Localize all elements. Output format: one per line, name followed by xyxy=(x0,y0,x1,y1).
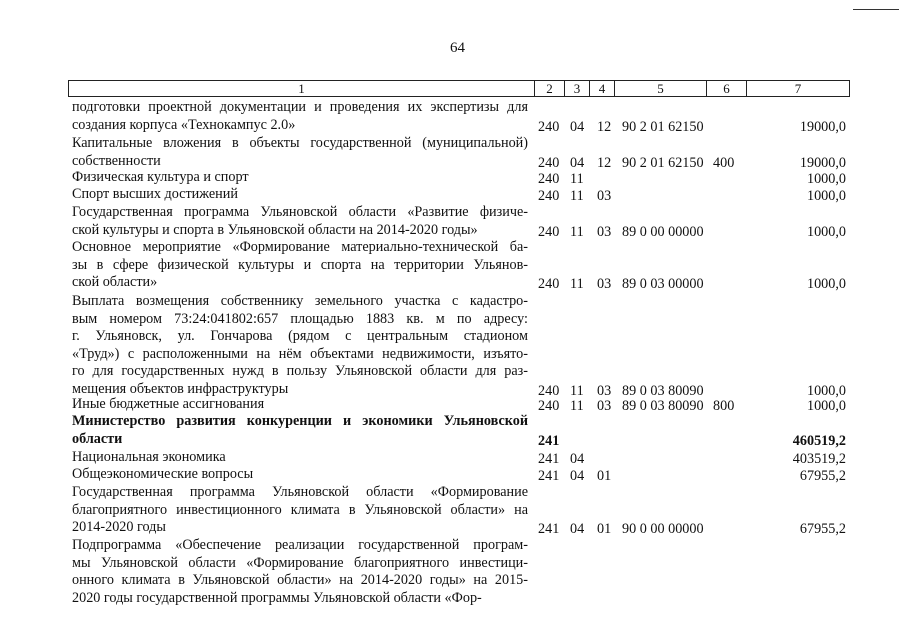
cell-col-7: 1000,0 xyxy=(806,171,846,187)
description-line: Капитальные вложения в объекты государственной (муниципальной) xyxy=(72,135,528,151)
header-col-7: 7 xyxy=(746,81,849,96)
cell-col-7: 67955,2 xyxy=(799,468,846,484)
cell-col-2: 241 xyxy=(538,432,560,449)
cell-col-5: 89 0 00 00000 xyxy=(622,223,704,240)
cell-col-2: 240 xyxy=(538,382,560,399)
row-description xyxy=(72,135,528,170)
description-line: мещения объектов инфраструктуры xyxy=(72,380,289,397)
cell-col-3: 11 xyxy=(570,171,584,187)
description-line: Подпрограмма «Обеспечение реализации государственной програм- xyxy=(72,537,528,553)
cell-col-7: 19000,0 xyxy=(799,118,846,135)
cell-col-7: 1000,0 xyxy=(806,382,846,399)
description-line: собственности xyxy=(72,152,161,169)
row-description xyxy=(72,204,528,239)
cell-col-7: 460519,2 xyxy=(792,432,846,449)
description-line: благоприятного инвестиционного климата в Ульяновской области» на xyxy=(72,501,528,518)
cell-col-2: 241 xyxy=(538,451,560,467)
header-col-4: 4 xyxy=(589,81,614,96)
cell-col-4: 03 xyxy=(597,398,612,414)
cell-col-4: 01 xyxy=(597,468,612,484)
row-description xyxy=(72,466,528,484)
header-col-5: 5 xyxy=(614,81,706,96)
cell-col-3: 04 xyxy=(570,451,585,467)
description-line: зы в сфере физической культуры и спорта на территории Ульянов- xyxy=(72,256,528,273)
cell-col-3: 11 xyxy=(570,382,584,399)
cell-col-4: 03 xyxy=(597,276,612,292)
description-line: Министерство развития конкуренции и экономики Ульяновской xyxy=(72,413,528,429)
description-line: онного климата в Ульяновской области» на 2014-2020 годы» на 2015- xyxy=(72,572,528,588)
cell-col-2: 241 xyxy=(538,521,560,537)
cell-col-3: 04 xyxy=(570,521,585,537)
description-line: Иные бюджетные ассигнования xyxy=(72,396,265,412)
header-col-2: 2 xyxy=(534,81,564,96)
cell-col-2: 240 xyxy=(538,188,560,204)
cell-col-4: 03 xyxy=(597,382,612,399)
description-line: 2020 годы государственной программы Ульяновской области «Фор- xyxy=(72,589,482,606)
cell-col-3: 11 xyxy=(570,223,584,240)
column-header-row xyxy=(68,80,850,97)
cell-col-6: 800 xyxy=(713,398,735,414)
cell-col-5: 90 2 01 62150 xyxy=(622,118,704,135)
cell-col-5: 90 0 00 00000 xyxy=(622,521,704,537)
cell-col-7: 1000,0 xyxy=(806,276,846,292)
description-line: подготовки проектной документации и проведения их экспертизы для xyxy=(72,99,528,115)
description-line: мы Ульяновской области «Формирование благоприятного инвестици- xyxy=(72,554,528,571)
row-description xyxy=(72,413,528,448)
description-line: Основное мероприятие «Формирование материально-технической ба- xyxy=(72,239,528,255)
description-line: области xyxy=(72,430,123,447)
description-line: Государственная программа Ульяновской области «Развитие физиче- xyxy=(72,204,528,220)
cell-col-7: 1000,0 xyxy=(806,223,846,240)
cell-col-7: 1000,0 xyxy=(806,188,846,204)
description-line: вым номером 73:24:041802:657 площадью 1883 кв. м по адресу: xyxy=(72,310,528,327)
row-description xyxy=(72,449,528,467)
description-line: Физическая культура и спорт xyxy=(72,169,249,185)
cell-col-5: 89 0 03 80090 xyxy=(622,398,704,414)
cell-col-6: 400 xyxy=(713,154,735,171)
cell-col-2: 240 xyxy=(538,118,560,135)
description-line: Общеэкономические вопросы xyxy=(72,466,254,482)
description-line: 2014-2020 годы xyxy=(72,519,166,535)
row-description xyxy=(72,169,528,187)
cell-col-3: 11 xyxy=(570,188,584,204)
description-line: Спорт высших достижений xyxy=(72,186,238,202)
header-col-6: 6 xyxy=(706,81,746,96)
description-line: «Труд») с расположенными на нём объектами недвижимости, изъято- xyxy=(72,345,528,362)
cell-col-3: 04 xyxy=(570,118,585,135)
cell-col-3: 04 xyxy=(570,468,585,484)
description-line: г. Ульяновск, ул. Гончарова (рядом с центральным стадионом xyxy=(72,328,528,344)
cell-col-2: 241 xyxy=(538,468,560,484)
cell-col-7: 1000,0 xyxy=(806,398,846,414)
row-description xyxy=(72,293,528,398)
cell-col-7: 403519,2 xyxy=(792,451,846,467)
cell-col-3: 11 xyxy=(570,276,584,292)
row-description xyxy=(72,537,528,607)
cell-col-2: 240 xyxy=(538,223,560,240)
description-line: ской культуры и спорта в Ульяновской области на 2014-2020 годы» xyxy=(72,221,478,238)
row-description xyxy=(72,396,528,414)
row-description xyxy=(72,99,528,134)
row-description xyxy=(72,239,528,292)
description-line: создания корпуса «Технокампус 2.0» xyxy=(72,116,296,133)
cell-col-3: 04 xyxy=(570,154,585,171)
cell-col-2: 240 xyxy=(538,398,560,414)
cell-col-5: 89 0 03 00000 xyxy=(622,276,704,292)
row-description xyxy=(72,186,528,204)
corner-mark xyxy=(853,9,899,10)
description-line: ской области» xyxy=(72,274,158,290)
page-number: 64 xyxy=(450,40,465,56)
cell-col-3: 11 xyxy=(570,398,584,414)
row-description xyxy=(72,484,528,537)
cell-col-2: 240 xyxy=(538,171,560,187)
header-col-3: 3 xyxy=(564,81,589,96)
cell-col-2: 240 xyxy=(538,154,560,171)
description-line: Государственная программа Ульяновской области «Формирование xyxy=(72,484,528,500)
cell-col-2: 240 xyxy=(538,276,560,292)
cell-col-7: 19000,0 xyxy=(799,154,846,171)
description-line: Национальная экономика xyxy=(72,449,226,465)
description-line: го для государственных нужд в пользу Ульяновской области для раз- xyxy=(72,363,528,379)
header-col-1: 1 xyxy=(298,81,305,96)
description-line: Выплата возмещения собственнику земельного участка с кадастро- xyxy=(72,293,528,309)
cell-col-4: 12 xyxy=(597,118,612,135)
cell-col-4: 01 xyxy=(597,521,612,537)
cell-col-5: 89 0 03 80090 xyxy=(622,382,704,399)
cell-col-4: 03 xyxy=(597,223,612,240)
cell-col-5: 90 2 01 62150 xyxy=(622,154,704,171)
cell-col-4: 03 xyxy=(597,188,612,204)
cell-col-4: 12 xyxy=(597,154,612,171)
cell-col-7: 67955,2 xyxy=(799,521,846,537)
